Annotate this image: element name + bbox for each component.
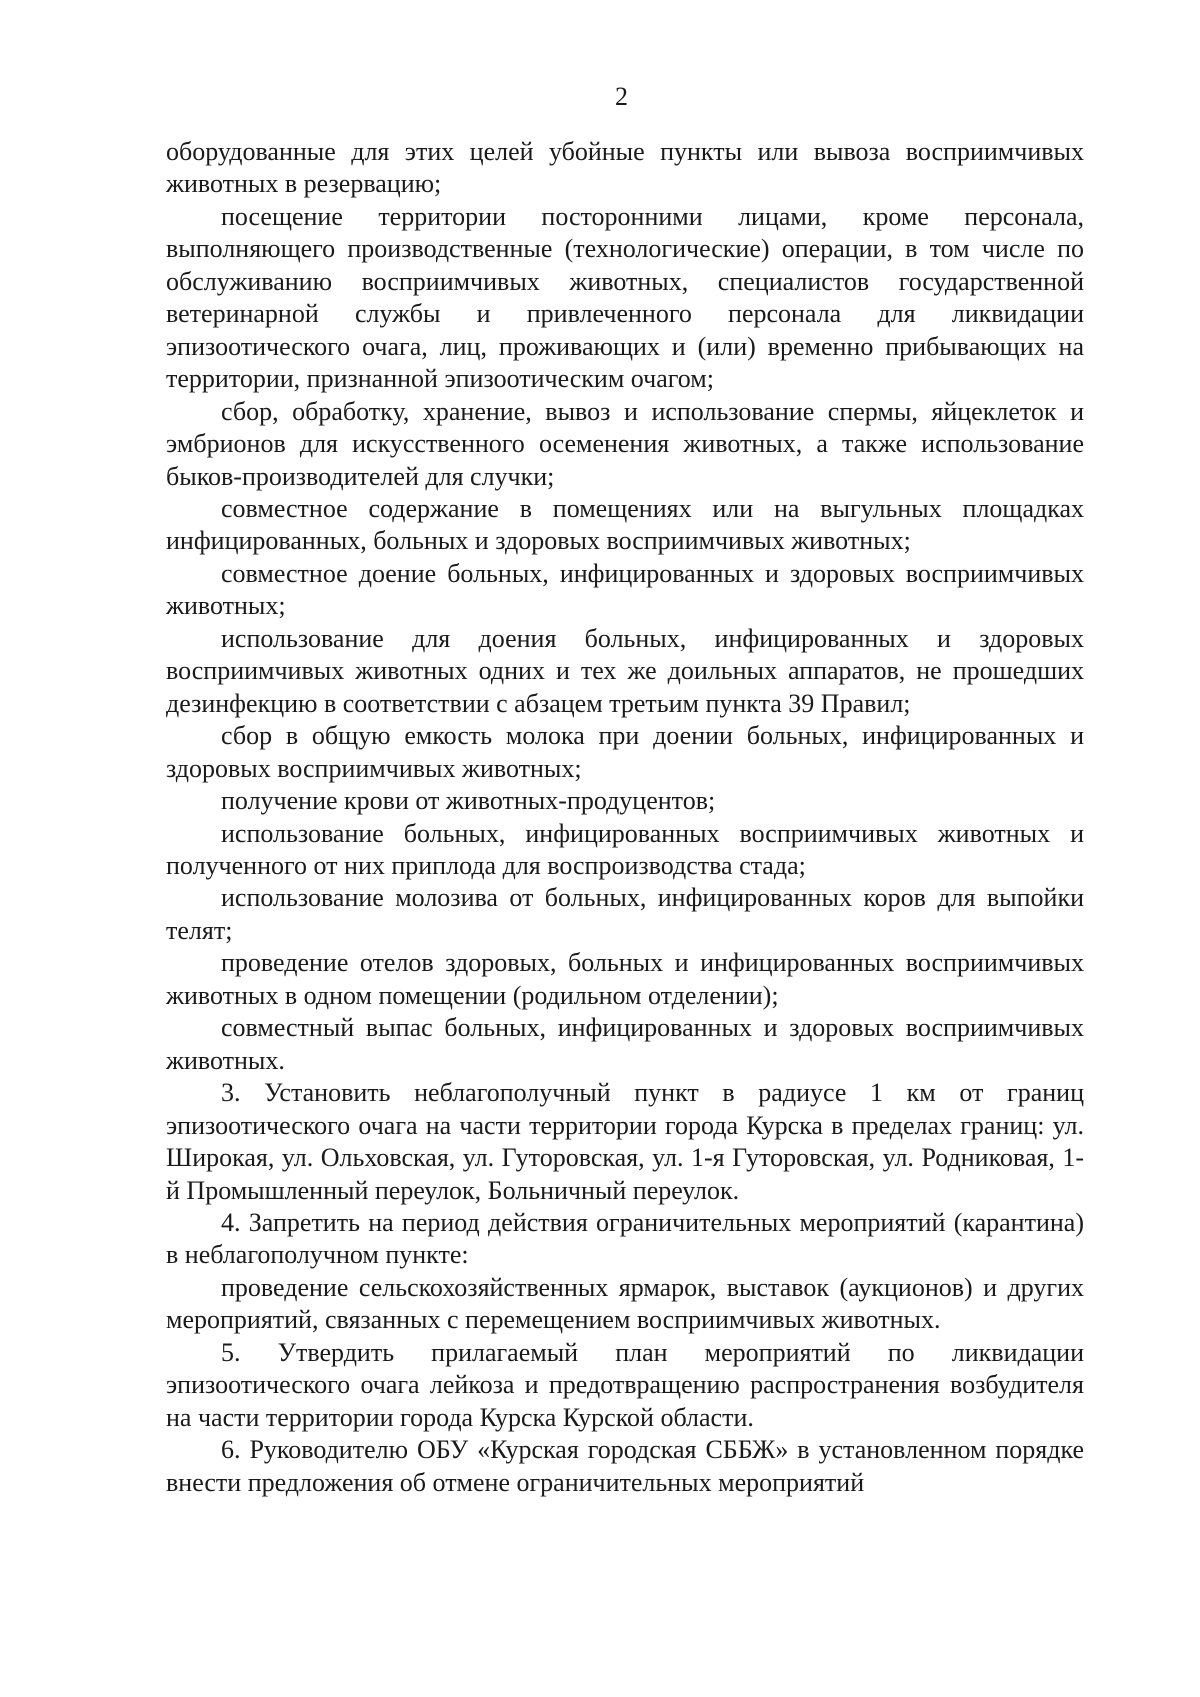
paragraph: совместный выпас больных, инфицированных и здоровых восприимчивых животных. <box>166 1013 1084 1075</box>
paragraph: проведение сельскохозяйственных ярмарок, выставок (аукционов) и других мероприятий, связанных с перемещением восприимчивых животных. <box>166 1272 1084 1335</box>
paragraph: использование для доения больных, инфицированных и здоровых восприимчивых животных одних и тех же доильных аппаратов, не прошедших дезинфекцию в соответствии с абзацем третьим пункта 39 Правил; <box>166 623 1084 718</box>
page-number: 2 <box>615 82 628 111</box>
paragraph: использование молозива от больных, инфицированных коров для выпойки телят; <box>166 883 1084 945</box>
paragraph: совместное содержание в помещениях или на выгульных площадках инфицированных, больных и здоровых восприимчивых животных; <box>166 493 1084 556</box>
paragraph: получение крови от животных-продуцентов; <box>221 786 716 816</box>
paragraph: совместное доение больных, инфицированных и здоровых восприимчивых животных; <box>166 558 1084 621</box>
paragraph: использование больных, инфицированных восприимчивых животных и полученного от них приплода для воспроизводства стада; <box>166 818 1084 880</box>
paragraph: проведение отелов здоровых, больных и инфицированных восприимчивых животных в одном помещении (родильном отделении); <box>166 948 1084 1010</box>
paragraph: 6. Руководителю ОБУ «Курская городская СББЖ» в установленном порядке внести предложения об отмене ограничительных мероприятий <box>166 1435 1084 1497</box>
paragraph: сбор в общую емкость молока при доении больных, инфицированных и здоровых восприимчивых животных; <box>166 721 1084 783</box>
paragraph: 4. Запретить на период действия ограничительных мероприятий (карантина) в неблагополучном пункте: <box>166 1207 1084 1270</box>
document-body <box>166 136 1084 1499</box>
paragraph: 5. Утвердить прилагаемый план мероприятий по ликвидации эпизоотического очага лейкоза и предотвращению распространения возбудителя на части территории города Курска Курской области. <box>166 1337 1084 1432</box>
paragraph: сбор, обработку, хранение, вывоз и использование спермы, яйцеклеток и эмбрионов для искусственного осеменения животных, а также использование быков-производителей для случки; <box>166 396 1084 491</box>
paragraph: оборудованные для этих целей убойные пункты или вывоза восприимчивых животных в резервацию; <box>166 137 1084 199</box>
paragraph: посещение территории посторонними лицами, кроме персонала, выполняющего производственные (технологические) операции, в том числе по обслуживанию восприимчивых животных, специалистов государственной ветеринарной службы и привлеченного персонала для ликвидации эпизоотического очага, лиц, проживающих и (или) временно прибывающих на территории, признанной эпизоотическим очагом; <box>166 201 1084 394</box>
paragraph: 3. Установить неблагополучный пункт в радиусе 1 км от границ эпизоотического очага на части территории города Курска в пределах границ: ул. Широкая, ул. Ольховская, ул. Гуторовская, ул. 1-я Гуторовская, ул. Родниковая, 1-й Промышленный переулок, Больничный переулок. <box>166 1078 1084 1205</box>
